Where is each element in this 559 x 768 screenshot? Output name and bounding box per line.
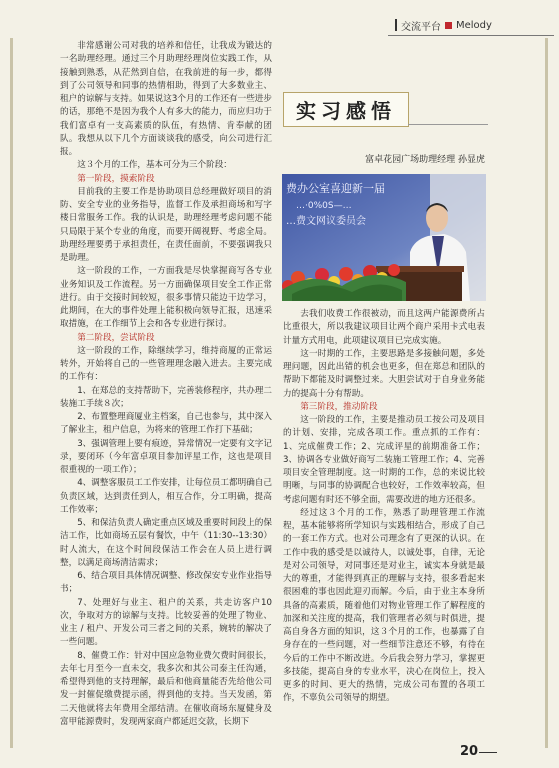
paragraph: 8、催费工作：针对中国应急物业费欠费时间很长，去年七月至今一直未交，我多次和其公司泰主任沟通，希望得到他的支持理解，最后和他商量能否先给他公司发一封催促缴费提示函，得到他的支持。当天发函，第二天他就将去年费用全部结清。在催收商场东厦健身及富甲能源费时，发现两家商户都延迟交款，长期下 <box>60 650 272 727</box>
header-rule <box>388 35 554 36</box>
page-number-rule <box>479 752 497 753</box>
paragraph: 这一阶段的工作，除继续学习，维持商厦的正常运转外，开始将自己的一些管理理念融入进去。主要完成的工作有： <box>60 345 272 383</box>
paragraph: 去我们收费工作很被动，而且这两户能源费所占比重很大，所以我建议项目让两个商户采用卡式电表计量方式用电，此项建议项目已完成实施。 <box>283 309 485 346</box>
speaker-photo-illustration <box>282 174 486 301</box>
paragraph: 6、结合项目具体情况调整、修改保安专业作业指导书； <box>60 571 272 595</box>
paragraph: 5、和保洁负责人确定重点区域及重要时间段上的保洁工作，比如商场五层有餐饮，中午（11:30--13:30）时人流大，在这个时间段保洁工作会在人员上进行调整，以满足商场清洁需求； <box>60 518 272 568</box>
paragraph: 7、处理好与业主、租户的关系，共走访客户10次，争取对方的谅解与支持。比较妥善的处理了物业、业主 / 租户、开发公司三者之间的关系，婉转的解决了一些问题。 <box>60 597 272 648</box>
paragraph: 3、强调管理上要有痕迹，异常情况一定要有文字记录，要闭环（今年富卓项目参加评星工作，这也是项目很重视的一项工作）； <box>60 438 272 475</box>
header-square-icon <box>445 22 452 29</box>
paragraph: 4、调整客服员工工作安排，让每位员工都明确自己负责区域，达到责任到人，相互合作，分工明确，提高工作效率； <box>60 478 272 515</box>
paragraph: 经过这３个月的工作，熟悉了助理管理工作流程，基本能够将所学知识与实践相结合，形成了自己的一套工作方式。也对公司理念有了更深的认识。在工作中我的感受是以诚待人，以诚处事，自律，无论是对公司领导，对同事还是对业主，诚实本身就是最大的尊重，才能得到真正的理解与支持，很多看起来很困难的事也因此迎刃而解。今后，由于业主本身所具备的高素质，随着他们对物业管理工作了解程度的加深和关注度的提高，我们管理者必须与时俱进，提高自身各方面的知识，这３个月的工作，也暴露了自身存在的一些问题，对一些细节注意还不够，有待在今后的工作中不断改进。今后我会努力学习，掌握更多技能，提高自身的专业水平，决心在岗位上，投入更多的时间、更大的热情，完成公司布置的各项工作，不辜负公司领导的期望。 <box>283 507 485 704</box>
column-left <box>60 40 272 755</box>
banner-line-2: …·0%0S—… <box>296 201 352 211</box>
section-heading: 第一阶段，摸索阶段 <box>77 173 155 184</box>
paragraph: 这３个月的工作，基本可分为三个阶段： <box>77 160 232 171</box>
paragraph: 这一阶段的工作，主要是推动员工按公司及项目的计划、安排，完成各项工作。重点抓的工作有：1、完成催费工作；2、完成评星的前期准备工作；3、协调各专业做好商写二装施工管理工作；4、完善项目安全管理制度。这一时期的工作，总的来说比较明晰，与同事的协调配合也较好，工作效率较高，但考虑问题有时还不够全面，需要改进的地方还很多。 <box>283 415 485 505</box>
article-title: 实习感悟 <box>296 99 396 123</box>
speaker-photo <box>282 174 486 301</box>
paragraph: 这一阶段的工作，一方面我是尽快掌握商写各专业业务知识及工作流程。另一方面确保项目安全工作正常进行。由于交接时间较短，很多事情只能边干边学习，此期间，在大的事件处理上能积极向领导汇报，迅速采取措施，在工作细节上会和各专业进行探讨。 <box>60 266 272 330</box>
column-right <box>283 308 485 708</box>
page-header <box>395 17 551 33</box>
article-title-box <box>283 92 409 127</box>
header-section: 交流平台 <box>401 21 441 33</box>
article-byline: 富卓花园广场助理经理 孙显虎 <box>365 155 485 165</box>
banner-line-1: 费办公室喜迎新一届 <box>286 182 385 195</box>
section-heading: 第三阶段，推动阶段 <box>300 401 378 412</box>
header-bar-mark <box>395 19 397 31</box>
paragraph: 1、在郑总的支持帮助下，完善装修程序，共办理二装施工手续８次； <box>60 385 272 409</box>
page-number: 20 <box>460 744 479 759</box>
paragraph: 目前我的主要工作是协助项目总经理做好项目的消防、安全专业的业务指导，监督工作及承担商场和写字楼日常服务工作。我的认识是，助理经理考虑问题不能只局限于某个专业的角度，而要开阔视野、考虑全局。助理经理要勇于承担责任，在责任面前，不要强调我只是助理。 <box>60 186 272 263</box>
paragraph: 2、布置整理商厦业主档案，自己也参与，其中深入了解业主，租户信息，为将来的管理工作打下基础； <box>60 412 272 436</box>
paragraph: 非常感谢公司对我的培养和信任，让我成为锻达的一名助理经理。通过三个月助理经理岗位实践工作，从接触到熟悉，从茫然到自信，在我前进的每一步，都得到了公司领导和同事的热情相助，得到了大多数业主、租户的谅解与支持。如果说这3个月的工作还有一些进步的话，那绝不是因为我个人有多大的能力，而应归功于我们富卓有一支高素质的队伍，有热情、肯奉献的团队。我想从以下几个方面谈谈我的感受，向公司进行汇报。 <box>60 41 272 157</box>
left-edge-stripe <box>10 38 13 748</box>
right-edge-stripe <box>545 38 548 748</box>
banner-line-3: …费文网议委员会 <box>286 216 366 227</box>
title-rule <box>408 124 488 125</box>
header-brand: Melody <box>456 19 492 31</box>
section-heading: 第二阶段，尝试阶段 <box>77 332 155 343</box>
paragraph: 这一时期的工作，主要思路是多接触问题，多处理问题，因此出错的机会也更多，但在郑总和团队的帮助下都能及时调整过来。大胆尝试对于自身业务能力的提高十分有帮助。 <box>283 348 485 399</box>
